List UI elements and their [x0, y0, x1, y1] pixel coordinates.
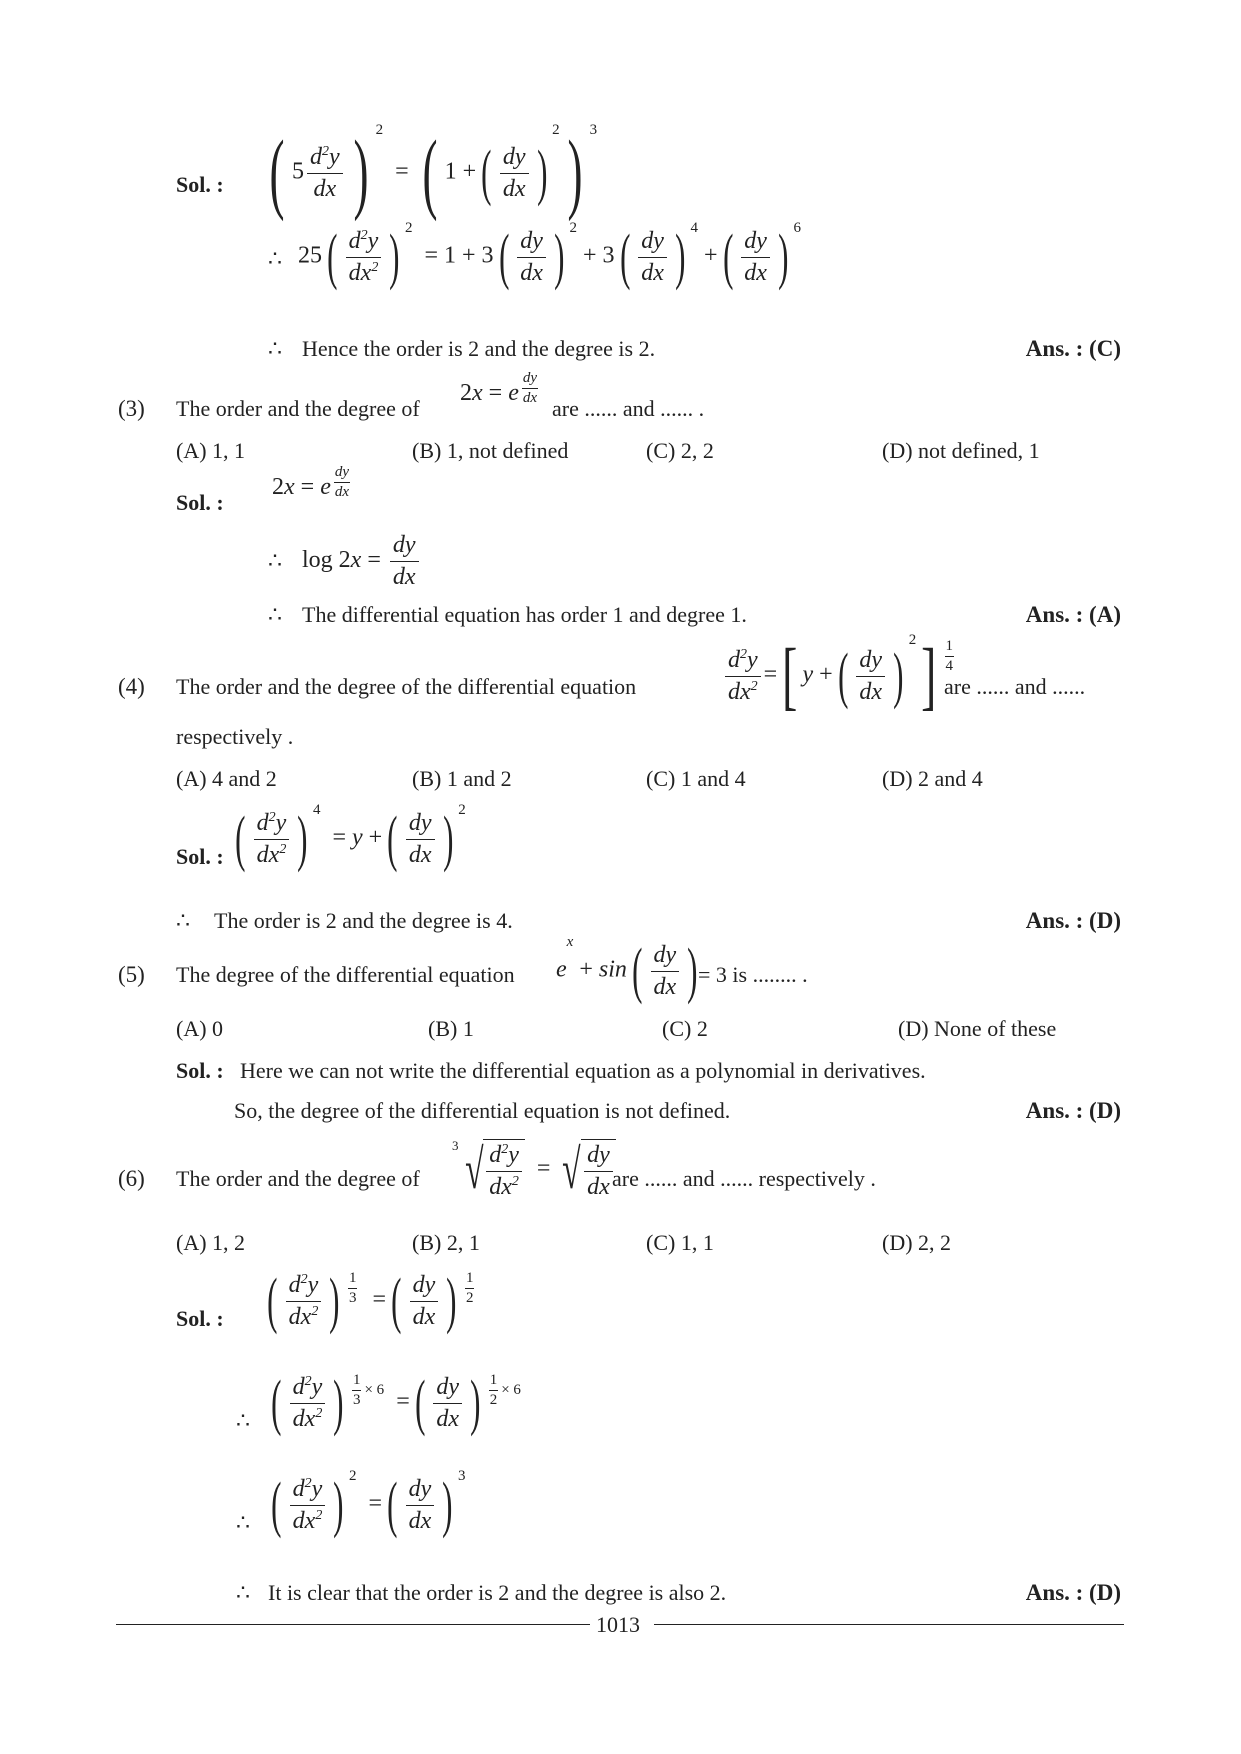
question-number: (4) [118, 674, 145, 699]
answer-q4: Ans. : (D) [1025, 908, 1121, 933]
equation-intro-1: ( 5 $\frac{d^2y}{dx}$ ) $^2$ = ( 1 +( $\frac{dy}{dx}$ )$^2$) $^3$ [269, 122, 598, 222]
equation-intro-2: 25( $\frac{d^2y}{dx^2}$ ) $^2$ = 1 + 3( $\frac{dy}{dx}$ ) $^2$ + 3( $\frac{dy}{dx}$ ) $^4$ +( $\frac{dy}{dx}$ ) $^6$ [298, 220, 802, 291]
option-a: (A) 0 [176, 1016, 224, 1041]
q3-text-post: are ...... and ...... . [552, 396, 705, 421]
q6-sol-equation-3: ( $\frac{d^2y}{dx^2}$ ) $^2$ =( $\frac{dy}{dx}$ ) $^3$ [271, 1468, 466, 1539]
q5-sol-line-2: So, the degree of the differential equation is not defined. [234, 1098, 731, 1123]
option-b: (B) 1, not defined [412, 438, 569, 463]
answer-intro: Ans. : (C) [1025, 336, 1121, 361]
therefore-symbol: ∴ [268, 548, 282, 573]
option-a: (A) 1, 1 [176, 438, 246, 463]
q5-text-pre: The degree of the differential equation [176, 962, 515, 987]
option-c: (C) 1, 1 [646, 1230, 714, 1255]
q3-text-pre: The order and the degree of [176, 396, 420, 421]
option-a: (A) 1, 2 [176, 1230, 246, 1255]
question-number: (5) [118, 962, 145, 987]
sol-label: Sol. : [176, 844, 224, 869]
therefore-symbol: ∴ [268, 602, 282, 627]
question-number: (3) [118, 396, 145, 421]
q4-sol-equation: ( $\frac{d^2y}{dx^2}$ ) $^4$ = y +( $\frac{dy}{dx}$ ) $^2$ [235, 802, 466, 873]
option-d: (D) 2 and 4 [882, 766, 983, 791]
sol-label: Sol. : [176, 1306, 224, 1331]
q3-equation: 2x = e $\frac{dy}{dx}$ [460, 370, 538, 406]
option-a: (A) 4 and 2 [176, 766, 277, 791]
intro-conclusion: Hence the order is 2 and the degree is 2. [302, 336, 656, 361]
sol-label: Sol. : [176, 1058, 224, 1083]
therefore-symbol: ∴ [236, 1510, 250, 1535]
footer-rule-right [654, 1624, 1124, 1625]
option-b: (B) 1 [428, 1016, 474, 1041]
q6-text-pre: The order and the degree of [176, 1166, 420, 1191]
q5-text-post: = 3 is ........ . [698, 962, 808, 987]
q4-text-cont: respectively . [176, 724, 294, 749]
option-c: (C) 2, 2 [646, 438, 714, 463]
q3-conclusion: The differential equation has order 1 and degree 1. [302, 602, 747, 627]
therefore-symbol: ∴ [176, 908, 190, 933]
q6-sol-equation-2: ( $\frac{d^2y}{dx^2}$ ) $^{\frac{1}{3} \times 6}$ =( $\frac{dy}{dx}$ ) $^{\frac{1}{2} \times 6}$ [271, 1369, 521, 1437]
q5-equation: $e^x + \sin$( $\frac{dy}{dx}$ ) [556, 934, 698, 1005]
therefore-symbol: ∴ [268, 336, 282, 361]
answer-q3: Ans. : (A) [1025, 602, 1121, 627]
option-c: (C) 2 [662, 1016, 708, 1041]
q3-sol-equation-1: 2x = e $\frac{dy}{dx}$ [272, 464, 350, 500]
q6-equation: $^3$ √ $\frac{d^2y}{dx^2}$ = √ $\frac{dy}{dx}$ [452, 1138, 616, 1202]
answer-q5: Ans. : (D) [1025, 1098, 1121, 1123]
option-d: (D) not defined, 1 [882, 438, 1040, 463]
answer-q6: Ans. : (D) [1025, 1580, 1121, 1605]
footer-rule-left [116, 1624, 590, 1625]
therefore-symbol: ∴ [236, 1580, 250, 1605]
q6-sol-equation-1: ( $\frac{d^2y}{dx^2}$ ) $\frac{1}{3}$ =( $\frac{dy}{dx}$ ) $\frac{1}{2}$ [267, 1267, 474, 1335]
sol-label: Sol. : [176, 172, 224, 197]
option-c: (C) 1 and 4 [646, 766, 746, 791]
therefore-symbol: ∴ [236, 1408, 250, 1433]
option-d: (D) 2, 2 [882, 1230, 952, 1255]
q4-text-post: are ...... and ...... [944, 674, 1086, 699]
q4-text-pre: The order and the degree of the differential equation [176, 674, 637, 699]
q4-equation: $\frac{d^2y}{dx^2}$ =[ y +( $\frac{dy}{dx}$ )$^2$] $\frac{1}{4}$ [722, 638, 957, 714]
q6-conclusion: It is clear that the order is 2 and the degree is also 2. [268, 1580, 727, 1605]
question-number: (6) [118, 1166, 145, 1191]
option-b: (B) 1 and 2 [412, 766, 512, 791]
q3-sol-equation-2: log 2x = $\frac{dy}{dx}$ [302, 532, 422, 591]
option-b: (B) 2, 1 [412, 1230, 480, 1255]
sol-label: Sol. : [176, 490, 224, 515]
q6-text-post: are ...... and ...... respectively . [612, 1166, 876, 1191]
page-number: 1013 [596, 1612, 640, 1637]
q4-conclusion: The order is 2 and the degree is 4. [214, 908, 513, 933]
therefore-symbol: ∴ [268, 246, 282, 271]
q5-sol-line-1: Here we can not write the differential equation as a polynomial in derivatives. [240, 1058, 926, 1083]
option-d: (D) None of these [898, 1016, 1057, 1041]
